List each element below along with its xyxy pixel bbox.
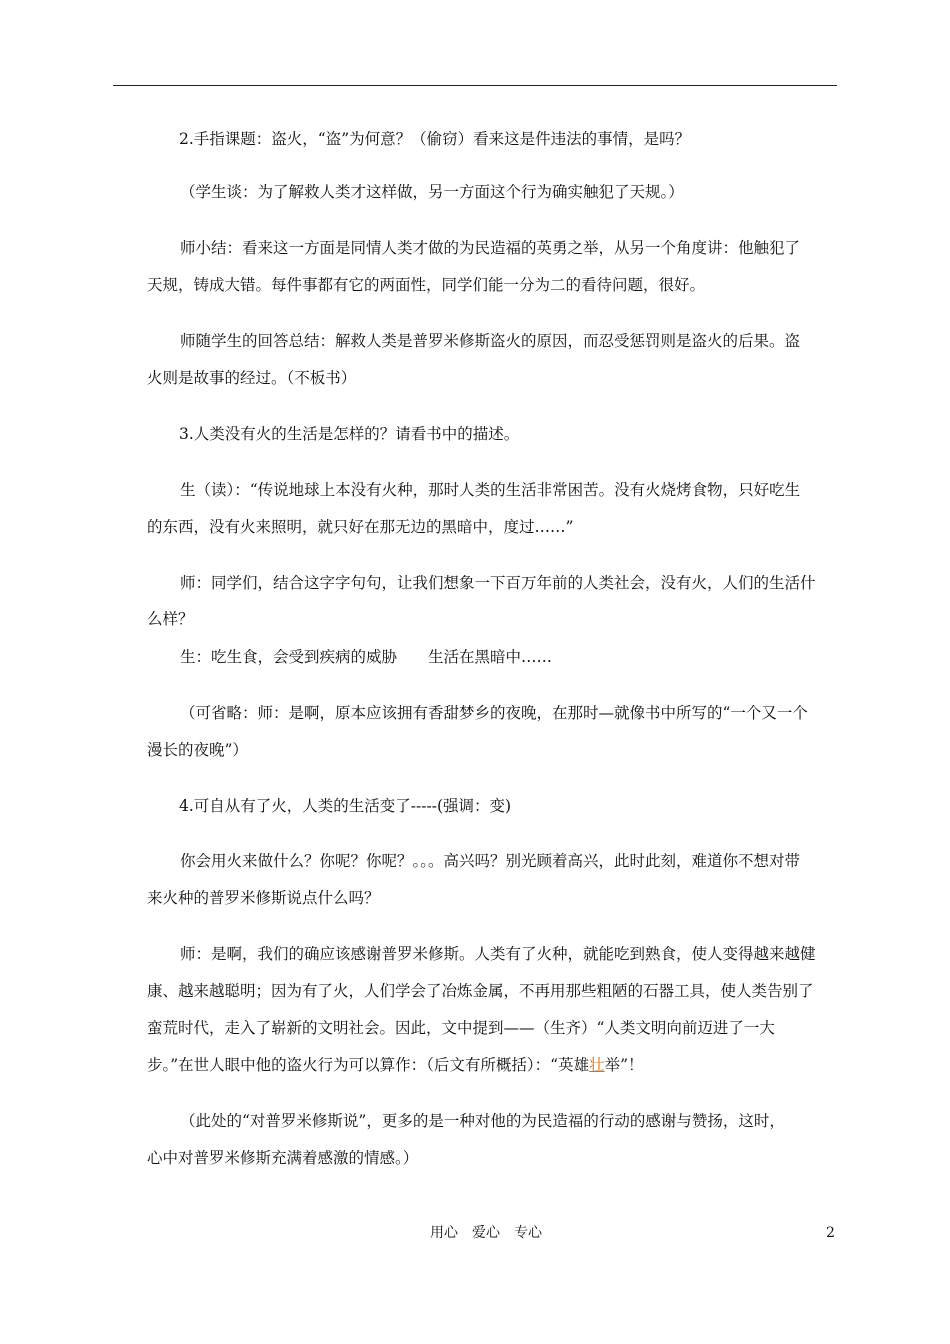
text-line: 蛮荒时代，走入了崭新的文明社会。因此，文中提到——（生齐）“人类文明向前迈进了一大 [147,1019,775,1037]
footer-motto [430,1224,556,1242]
text-line: 天规，铸成大错。每件事都有它的两面性，同学们能一分为二的看待问题，很好。 [147,276,706,294]
text-line: （学生谈：为了解救人类才这样做，另一方面这个行为确实触犯了天规。） [180,183,684,201]
text-line: 3.人类没有火的生活是怎样的？请看书中的描述。 [179,425,520,443]
text-line: （可省略：师：是啊，原本应该拥有香甜梦乡的夜晚，在那时—就像书中所写的“一个又一个 [180,704,808,722]
text-line: 师：同学们，结合这字字句句，让我们想象一下百万年前的人类社会，没有火，人们的生活什 [180,574,816,592]
text-line: 生：吃生食，会受到疾病的威胁 生活在黑暗中…… [180,648,553,666]
page-number: 2 [826,1225,835,1241]
footer-word: 爱心 [472,1225,500,1241]
text-line: 师随学生的回答总结：解救人类是普罗米修斯盗火的原因，而忍受惩罚则是盗火的后果。盗 [180,332,801,350]
footer-word: 专心 [514,1225,542,1241]
text-line: 康、越来越聪明；因为有了火，人们学会了冶炼金属，不再用那些粗陋的石器工具，使人类告别了 [147,982,814,1000]
text-line: 师小结：看来这一方面是同情人类才做的为民造福的英勇之举，从另一个角度讲：他触犯了 [180,239,801,257]
highlighted-character: 壮 [589,1056,605,1074]
text-line-highlighted [147,1055,644,1075]
text-line: 4.可自从有了火，人类的生活变了-----(强调：变) [179,797,512,815]
text-segment: 步。”在世人眼中他的盗火行为可以算作：（后文有所概括）：“英雄 [147,1056,590,1074]
text-segment: 举”！ [604,1056,644,1074]
text-line: 2.手指课题：盗火，“盗”为何意？（偷窃）看来这是件违法的事情，是吗？ [179,130,691,148]
text-line: 心中对普罗米修斯充满着感激的情感。） [147,1149,419,1167]
text-line: 漫长的夜晚”） [147,741,248,759]
text-line: （此处的“对普罗米修斯说”，更多的是一种对他的为民造福的行动的感谢与赞扬，这时， [180,1112,785,1130]
text-line: 的东西，没有火来照明，就只好在那无边的黑暗中，度过……” [147,518,574,536]
text-line: 来火种的普罗米修斯说点什么吗？ [147,889,380,907]
text-line: 火则是故事的经过。（不板书） [147,369,357,387]
text-line: 生（读）：“传说地球上本没有火种，那时人类的生活非常困苦。没有火烧烤食物，只好吃生 [180,481,801,499]
text-line: 你会用火来做什么？你呢？你呢？。。。高兴吗？别光顾着高兴，此时此刻，难道你不想对带 [180,852,801,870]
text-line: 么样？ [147,610,194,628]
footer-word: 用心 [430,1225,458,1241]
header-rule [113,85,837,86]
text-line: 师：是啊，我们的确应该感谢普罗米修斯。人类有了火种，就能吃到熟食，使人变得越来越健 [180,945,816,963]
